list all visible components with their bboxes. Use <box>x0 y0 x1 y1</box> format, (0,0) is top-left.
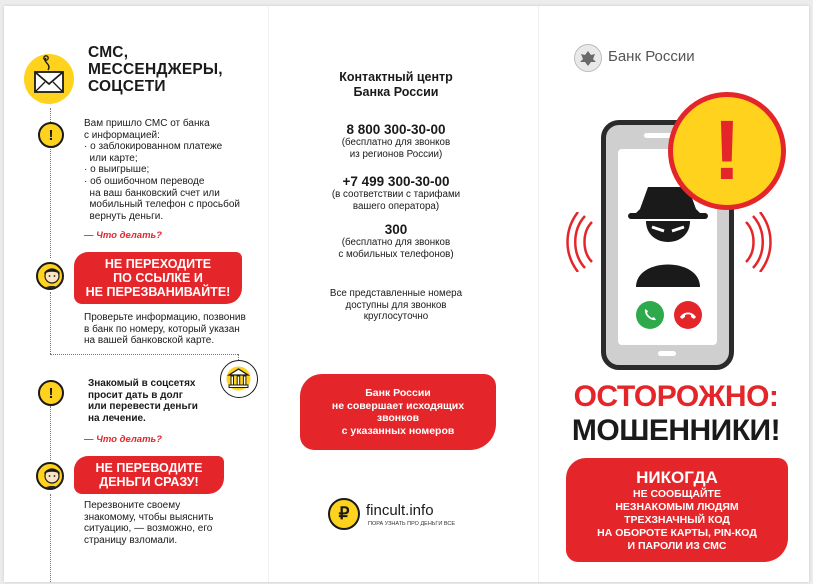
text-line: мобильный телефон с просьбой <box>84 199 241 211</box>
sound-waves-left-icon <box>566 212 596 272</box>
timeline-line <box>50 292 51 354</box>
text-line: НЕЗНАКОМЫМ ЛЮДЯМ <box>615 500 739 513</box>
phone-note: с мобильных телефонов) <box>338 248 454 260</box>
bank-name: Банк России <box>608 48 695 65</box>
what-to-do-label: — Что делать? <box>84 230 162 241</box>
text-line: Перезвоните своему <box>84 500 181 511</box>
timeline-line <box>50 108 51 122</box>
text-line: НЕ СООБЩАЙТЕ <box>633 487 721 500</box>
sms-message-text <box>84 118 240 222</box>
text-line: НЕ ПЕРЕЗВАНИВАЙТЕ! <box>85 285 231 299</box>
text-line: не совершает исходящих <box>331 399 465 412</box>
decline-call-icon <box>674 301 702 329</box>
text-line: с указанных номеров <box>341 424 455 437</box>
phone-block-3 <box>296 222 496 260</box>
ruble-coin-icon: ₽ <box>328 498 360 530</box>
fincult-name[interactable]: fincult.info <box>366 502 434 519</box>
contact-center-title <box>306 70 486 100</box>
warning-icon: ! <box>38 380 64 406</box>
availability-text <box>296 288 496 323</box>
phone-note: (в соответствии с тарифами <box>331 189 461 200</box>
never-share-banner <box>566 458 788 562</box>
phone-block-2 <box>296 174 496 212</box>
sound-waves-right-icon <box>742 212 772 272</box>
text-line: ПО ССЫЛКЕ И <box>113 271 203 285</box>
phone-home-button <box>658 351 676 356</box>
leaflet <box>4 6 809 582</box>
text-line: звонков <box>376 412 420 424</box>
text-line: НА ОБОРОТЕ КАРТЫ, PIN-КОД <box>597 526 757 539</box>
section-title-sms <box>88 44 223 95</box>
text-line: вернуть деньги. <box>84 210 164 222</box>
timeline-line <box>50 146 51 258</box>
text-line: ДЕНЬГИ СРАЗУ! <box>99 475 199 489</box>
text-line: круглосуточно <box>363 311 429 322</box>
bank-building-icon <box>220 360 258 398</box>
headline <box>556 380 796 448</box>
headline-line: МОШЕННИКИ! <box>571 414 781 447</box>
timeline-line <box>50 406 51 460</box>
timeline-line <box>50 354 238 355</box>
text-line: доступны для звонков <box>345 299 447 311</box>
fincult-tagline: ПОРА УЗНАТЬ ПРО ДЕНЬГИ ВСЕ <box>368 521 455 527</box>
what-to-do-label: — Что делать? <box>84 434 162 445</box>
fold-line <box>538 6 539 582</box>
timeline-line <box>50 494 51 582</box>
sms-advice-text <box>84 312 246 347</box>
text-line: НЕ ПЕРЕХОДИТЕ <box>104 257 212 271</box>
envelope-icon <box>24 54 74 104</box>
text-line: · о выигрыше; <box>84 164 150 176</box>
phone-block-1 <box>296 122 496 160</box>
phone-number: 300 <box>384 222 408 237</box>
text-line: на ваш банковский счет или <box>84 187 220 199</box>
social-message-text <box>88 378 198 424</box>
text-line: в банк по номеру, который указан <box>84 323 240 335</box>
text-line: ТРЕХЗНАЧНЫЙ КОД <box>624 513 730 526</box>
no-outgoing-calls-banner <box>300 374 496 450</box>
text-line: или перевести деньги <box>88 401 198 413</box>
text-line: Банка России <box>353 85 439 99</box>
text-line: на лечение. <box>88 412 146 424</box>
text-line: Знакомый в соцсетях <box>88 378 196 389</box>
text-line: Банк России <box>365 387 431 399</box>
text-line: Все представленные номера <box>329 288 463 299</box>
phone-note: (бесплатно для звонков <box>341 137 451 148</box>
text-line: · об ошибочном переводе <box>84 175 205 187</box>
text-line: просит дать в долг <box>88 389 183 401</box>
text-line: · о заблокированном платеже <box>84 141 223 153</box>
text-line: И ПАРОЛИ ИЗ СМС <box>627 539 727 552</box>
warning-icon: ! <box>38 122 64 148</box>
fold-line <box>268 6 269 582</box>
phone-note: (бесплатно для звонков <box>341 237 451 248</box>
text-line: ситуацию, — возможно, его <box>84 523 213 535</box>
text-line: Контактный центр <box>339 70 453 84</box>
text-line: НЕ ПЕРЕВОДИТЕ <box>95 461 203 475</box>
warning-mark: ! <box>713 103 741 197</box>
title-line: СОЦСЕТИ <box>88 78 166 95</box>
person-icon <box>36 262 64 290</box>
phone-note: из регионов России) <box>349 148 443 160</box>
text-line: знакомому, чтобы выяснить <box>84 511 214 523</box>
text-line: Вам пришло СМС от банка <box>84 118 210 129</box>
title-line: МЕССЕНДЖЕРЫ, <box>88 61 223 78</box>
text-line: Проверьте информацию, позвонив <box>84 312 246 323</box>
action-banner-social <box>74 456 224 494</box>
phone-note: вашего оператора) <box>352 200 440 212</box>
bank-emblem-icon <box>574 44 602 72</box>
warning-icon <box>668 92 786 210</box>
headline-line: ОСТОРОЖНО: <box>573 380 779 413</box>
text-line: или карте; <box>84 152 138 164</box>
phone-number: +7 499 300-30-00 <box>342 174 450 189</box>
text-line: на вашей банковской карте. <box>84 335 215 347</box>
social-advice-text <box>84 500 213 546</box>
accept-call-icon <box>636 301 664 329</box>
text-line: страницу взломали. <box>84 534 178 546</box>
person-icon <box>36 462 64 490</box>
never-title: НИКОГДА <box>636 467 718 487</box>
text-line: с информацией: <box>84 129 160 141</box>
action-banner-sms <box>74 252 242 304</box>
phone-number: 8 800 300-30-00 <box>346 122 446 137</box>
title-line: СМС, <box>88 44 129 61</box>
